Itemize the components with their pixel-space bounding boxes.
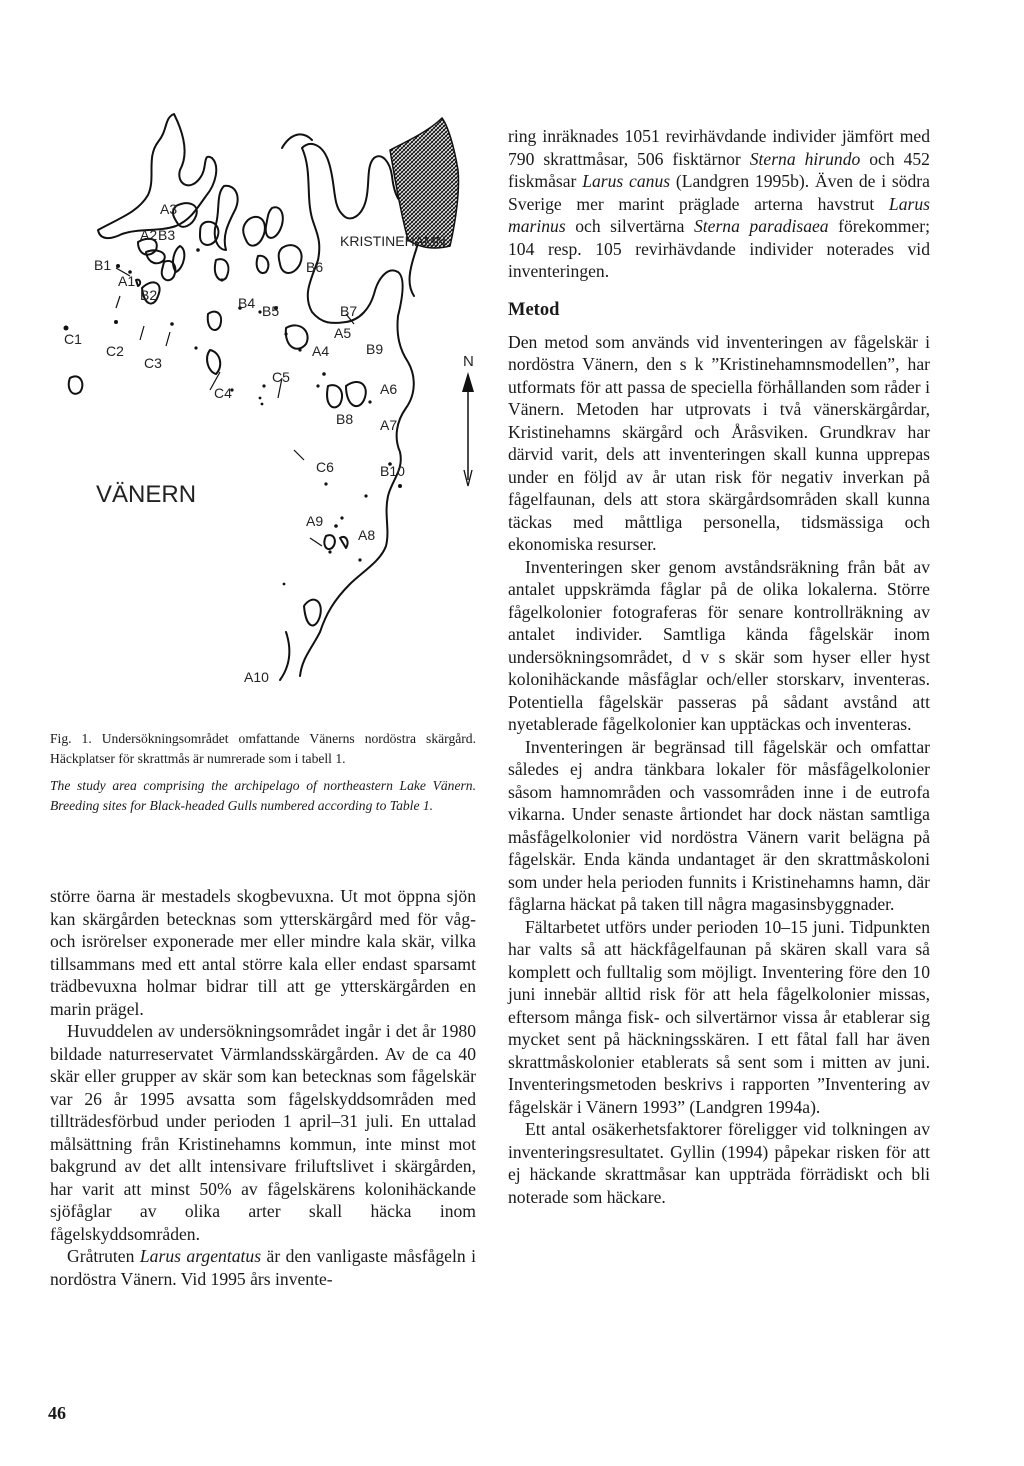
species-name: Larus marinus bbox=[508, 193, 930, 236]
left-column bbox=[50, 885, 476, 1290]
figure-caption bbox=[50, 729, 476, 815]
site-label-b4: B4 bbox=[238, 295, 256, 311]
b8-island bbox=[346, 382, 366, 406]
right-paragraph-1: ring inräknades 1051 revirhävdande individer jämfört med 790 skrattmåsar, 506 fisktärnor Sterna hirundo och 452 fiskmåsar Larus canus (Landgren 1995b). Även de i södra Sverige mer marint präglade arterna havstrut Larus marinus och silvertärna Sterna paradisaea förekommer; 104 resp. 105 revirhävdande individer noterades vid inventeringen. bbox=[508, 126, 930, 281]
mid-island-4 bbox=[215, 259, 228, 280]
page-number: 46 bbox=[48, 1403, 66, 1423]
species-name: Larus canus bbox=[582, 171, 671, 191]
site-label-b7: B7 bbox=[340, 303, 358, 319]
site-label-c3: C3 bbox=[144, 355, 162, 371]
right-paragraph-2: Den metod som används vid inventeringen av fågelskär i nordöstra Vänern, den s k ”Kristinehamnsmodellen”, har utformats för att passa de speciella förhållanden som råder i Vänern. Metoden har utprovats i två vänerskärgårdar, Kristinehamns skärgård och Åråsviken. Grundkrav har därvid varit, dels att inventeringen skall kunna upprepas under en följd av år utan risk för negativ inverkan på fågelfaunan, dels att stora skärgårdsområden skall kunna täckas med måttliga personella, tidsmässiga och ekonomiska resurser. bbox=[508, 331, 930, 554]
c6-island bbox=[327, 385, 342, 407]
mid-island-3 bbox=[266, 207, 283, 238]
b6-island bbox=[279, 245, 302, 273]
nw-peninsula bbox=[98, 114, 216, 238]
caption-english: The study area comprising the archipelago of northeastern Lake Vänern. Breeding sites for Black-headed Gulls numbered according to Table 1. bbox=[50, 778, 476, 813]
species-name: Sterna paradisaea bbox=[693, 216, 829, 236]
right-paragraph-5: Fältarbetet utförs under perioden 10–15 juni. Tidpunkten har valts så att häckfågelfaunan på skären skall vara så komplett och fulltalig som möjligt. Inventering före den 10 juni innebär alltid risk för att hela fågelkolonier missas, eftersom många fisk- och silvertärnor vissa år etablerar sig mycket sent på häckningsskären. I ett fåtal fall har även skrattmåskolonier etablerats så sent som i mitten av juni. Inventeringsmetoden beskrivs i rapporten ”Inventering av fågelskär i Vänern 1993” (Landgren 1994a). bbox=[508, 916, 930, 1117]
a8-island bbox=[340, 537, 348, 548]
study-area-map bbox=[50, 100, 490, 730]
town-label: KRISTINEHAMN bbox=[340, 233, 446, 249]
caption-swedish: Fig. 1. Undersökningsområdet omfattande Vänerns nordöstra skärgård. Häckplatser för skrattmås är numrerade som i tabell 1. bbox=[50, 731, 476, 766]
right-paragraph-3: Inventeringen sker genom avståndsräkning från båt av antalet uppskrämda fåglar på de olika lokalerna. Större fågelkolonier fotograferas för senare kontrollräkning av antalet individer. Samtliga kända fågelskär inom undersökningsområdet, d v s skär som hyser eller hyst kolonihäckande måsfåglar och/eller storskarv, inventeras. Potentiella fågelskär passeras på sådant avstånd att nyetablerade fågelkolonier kan upptäckas och inventeras. bbox=[508, 556, 930, 734]
north-peninsula bbox=[282, 134, 312, 148]
right-paragraph-6: Ett antal osäkerhetsfaktorer föreligger vid tolkningen av inventeringsresultatet. Gyllin (1994) påpekar risken för att ej häckande skrattmåsar kan uppträda förrädiskt och bli noterade som häckare. bbox=[508, 1119, 930, 1207]
north-label: N bbox=[463, 353, 474, 370]
south-island bbox=[304, 600, 321, 626]
left-paragraph-1: större öarna är mestadels skogbevuxna. Ut mot öppna sjön kan skärgården betecknas som ytterskärgård med för våg- och isrörelser exponerade mer eller mindre kala skär, vilka tillsammans med ett antal större kala eller endast sparsamt trädbevuxna holmar bidrar till att ge ytterskärgården en marin prägel. bbox=[50, 886, 476, 1019]
site-label-a5: A5 bbox=[334, 325, 352, 341]
site-label-a3: A3 bbox=[160, 201, 178, 217]
left-paragraph-3: Gråtruten Larus argentatus är den vanligaste måsfågeln i nordöstra Vänern. Vid 1995 års invente- bbox=[50, 1246, 476, 1289]
mid-island-5 bbox=[257, 256, 269, 273]
site-label-b1: B1 bbox=[94, 257, 112, 273]
site-label-c6: C6 bbox=[316, 459, 334, 475]
c4-island bbox=[207, 350, 220, 374]
kristinehamn-area bbox=[390, 118, 459, 248]
species-name: Larus argentatus bbox=[139, 1246, 262, 1266]
site-label-c2: C2 bbox=[106, 343, 124, 359]
b4-island bbox=[208, 312, 221, 330]
right-column bbox=[508, 125, 930, 1208]
north-arrow bbox=[462, 353, 474, 486]
east-mainland bbox=[300, 148, 414, 676]
a10-coast bbox=[280, 632, 289, 680]
site-label-a1: A1 bbox=[118, 273, 136, 289]
a1-island bbox=[136, 280, 140, 286]
site-label-a9: A9 bbox=[306, 513, 324, 529]
section-heading-metod: Metod bbox=[508, 299, 560, 320]
left-paragraph-2: Huvuddelen av undersökningsområdet ingår i det år 1980 bildade naturreservatet Värmlandsskärgården. Av de ca 40 skär eller grupper av skär som kan betecknas som fågelskär var 26 år 1995 avsatta som fågelskyddsområden med tillträdesförbud under perioden 1 april–31 juli. En uttalad målsättning från Kristinehamns kommun, inte minst mot bakgrund av det allt intensivare friluftslivet i skärgården, har varit att minst 50% av fågelskärens kolonihäckande sjöfåglar av olika arter skall häcka inom fågelskyddsområden. bbox=[50, 1021, 476, 1244]
b2-island bbox=[162, 261, 176, 280]
site-label-a7: A7 bbox=[380, 417, 398, 433]
species-name: Sterna hirundo bbox=[749, 148, 861, 169]
lake-label: VÄNERN bbox=[96, 481, 197, 508]
map-drawing bbox=[50, 100, 490, 730]
site-label-b10: B10 bbox=[380, 463, 405, 479]
a4-island bbox=[286, 325, 308, 348]
site-label-a10: A10 bbox=[244, 669, 269, 685]
site-label-b3: B3 bbox=[158, 227, 176, 243]
site-label-b2: B2 bbox=[140, 287, 158, 303]
site-label-c4: C4 bbox=[214, 385, 232, 401]
site-label-b8: B8 bbox=[336, 411, 354, 427]
site-label-a8: A8 bbox=[358, 527, 376, 543]
site-label-c1: C1 bbox=[64, 331, 82, 347]
site-label-c5: C5 bbox=[272, 369, 290, 385]
site-label-a4: A4 bbox=[312, 343, 330, 359]
right-paragraph-4: Inventeringen är begränsad till fågelskär och omfattar således ej andra tänkbara lokaler för måsfågelkolonier såsom hamnområden och vassområden inne i de eutrofa vikarna. Under senaste årtiondet har dock nästan samtliga måsfågelkolonier vid nordöstra Vänern varit belägna på fågelskär. Enda kända undantaget är den skrattmåskoloni som under hela perioden funnits i Kristinehamns hamn, där fåglarna häckat på taken till några magasinsbyggnader. bbox=[508, 736, 930, 914]
a9-island bbox=[324, 535, 334, 549]
a2-island bbox=[146, 250, 165, 263]
site-label-b9: B9 bbox=[366, 341, 384, 357]
site-label-b5: B5 bbox=[262, 303, 280, 319]
mid-island-1 bbox=[215, 186, 238, 250]
site-label-b6: B6 bbox=[306, 259, 324, 275]
mid-island-2 bbox=[243, 217, 265, 246]
site-label-a2: A2 bbox=[140, 227, 158, 243]
site-label-a6: A6 bbox=[380, 381, 398, 397]
sw-island bbox=[69, 376, 83, 393]
